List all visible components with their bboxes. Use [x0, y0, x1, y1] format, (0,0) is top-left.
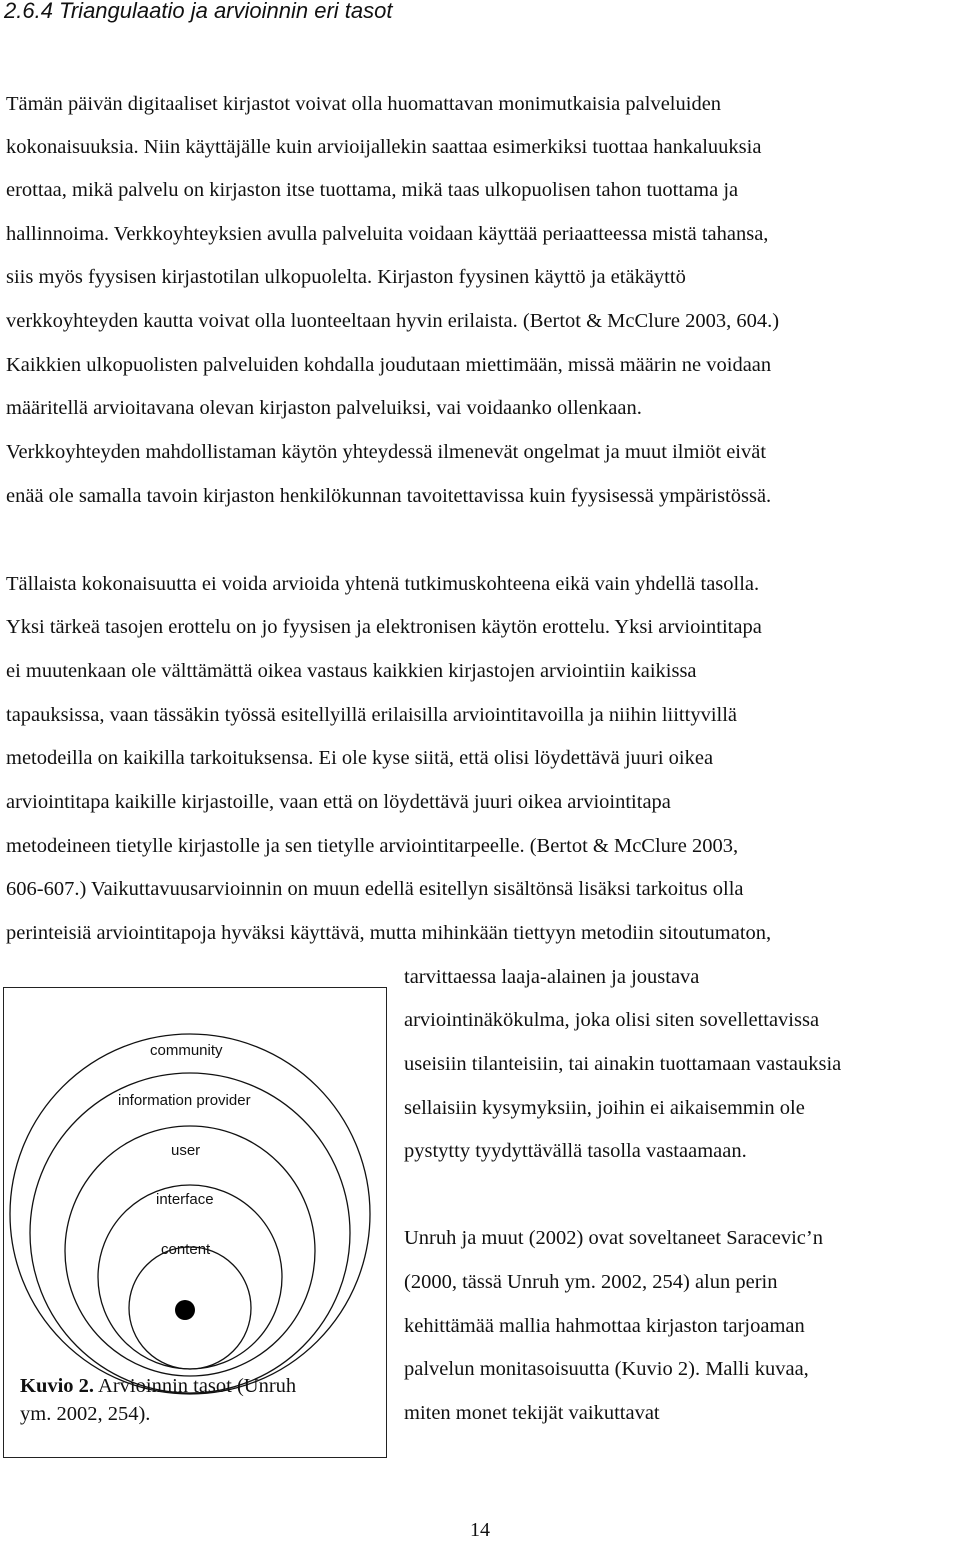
text-line: metodeineen tietylle kirjastolle ja sen tietylle arviointitarpeelle. (Bertot & McClure 2003, — [6, 835, 739, 857]
text-line: arviointitapa kaikille kirjastoille, vaan että on löydettävä juuri oikea arviointitapa — [6, 791, 671, 813]
label-user: user — [171, 1142, 201, 1159]
caption-text-line2: ym. 2002, 254). — [20, 1403, 151, 1425]
text-line: 606-607.) Vaikuttavuusarvioinnin on muun edellä esitellyn sisältönsä lisäksi tarkoitus olla — [6, 878, 744, 900]
text-line: kokonaisuuksia. Niin käyttäjälle kuin arvioijallekin saattaa esimerkiksi tuottaa hankaluuksia — [6, 136, 762, 158]
text-line: Tämän päivän digitaaliset kirjastot voivat olla huomattavan monimutkaisia palveluiden — [6, 93, 722, 115]
text-line: Verkkoyhteyden mahdollistaman käytön yhteydessä ilmenevät ongelmat ja muut ilmiöt eivät — [6, 441, 767, 463]
page-number: 14 — [470, 1519, 490, 1541]
text-line: miten monet tekijät vaikuttavat — [404, 1402, 660, 1424]
text-line: Unruh ja muut (2002) ovat soveltaneet Saracevic’n — [404, 1227, 823, 1249]
label-content: content — [161, 1241, 211, 1258]
label-interface: interface — [156, 1191, 214, 1208]
text-line: enää ole samalla tavoin kirjaston henkilökunnan tavoitettavissa kuin fyysisessä ympäristössä. — [6, 485, 772, 507]
text-line: Kaikkien ulkopuolisten palveluiden kohdalla joudutaan miettimään, missä määrin ne voidaan — [6, 354, 772, 376]
circle-community — [10, 1034, 370, 1394]
text-line: palvelun monitasoisuutta (Kuvio 2). Malli kuvaa, — [404, 1358, 809, 1380]
text-line: metodeilla on kaikilla tarkoituksensa. Ei ole kyse siitä, että olisi löydettävä juuri oikea — [6, 747, 714, 769]
text-line: hallinnoima. Verkkoyhteyksien avulla palveluita voidaan käyttää periaatteessa mistä tahansa, — [6, 223, 769, 245]
section-heading: 2.6.4 Triangulaatio ja arvioinnin eri tasot — [4, 0, 393, 23]
text-line: pystytty tyydyttävällä tasolla vastaamaan. — [404, 1140, 747, 1162]
text-line: määritellä arvioitavana olevan kirjaston palveluiksi, vai voidaanko ollenkaan. — [6, 397, 642, 419]
center-dot — [175, 1300, 195, 1320]
figure-caption — [20, 1372, 296, 1428]
label-information-provider: information provider — [118, 1092, 251, 1109]
caption-text: Arvioinnin tasot (Unruh — [94, 1375, 297, 1397]
text-line: Tällaista kokonaisuutta ei voida arvioida yhtenä tutkimuskohteena eikä vain yhdellä tasolla. — [6, 573, 760, 595]
text-line: sellaisiin kysymyksiin, joihin ei aikaisemmin ole — [404, 1097, 805, 1119]
text-line: arviointinäkökulma, joka olisi siten sovellettavissa — [404, 1009, 820, 1031]
text-line: siis myös fyysisen kirjastotilan ulkopuolelta. Kirjaston fyysinen käyttö ja etäkäyttö — [6, 266, 686, 288]
label-community: community — [150, 1042, 223, 1059]
circle-interface — [98, 1185, 282, 1369]
circle-information-provider — [30, 1073, 350, 1393]
text-line: tapauksissa, vaan tässäkin työssä esitellyillä erilaisilla arviointitavoilla ja niihin liittyvillä — [6, 704, 738, 726]
text-line: erottaa, mikä palvelu on kirjaston itse tuottama, mikä taas ulkopuolisen tahon tuottama ja — [6, 179, 739, 201]
text-line: useisiin tilanteisiin, tai ainakin tuottamaan vastauksia — [404, 1053, 842, 1075]
caption-figure-number: Kuvio 2. — [20, 1375, 95, 1397]
text-line: (2000, tässä Unruh ym. 2002, 254) alun perin — [404, 1271, 778, 1293]
text-line: kehittämää mallia hahmottaa kirjaston tarjoaman — [404, 1315, 805, 1337]
text-line: ei muutenkaan ole välttämättä oikea vastaus kaikkien kirjastojen arviointiin kaikissa — [6, 660, 697, 682]
text-line: Yksi tärkeä tasojen erottelu on jo fyysisen ja elektronisen käytön erottelu. Yksi arviointitapa — [6, 616, 762, 638]
text-line: perinteisiä arviointitapoja hyväksi käyttävä, mutta mihinkään tiettyyn metodiin sitoutumaton, — [6, 922, 772, 944]
text-line: tarvittaessa laaja-alainen ja joustava — [404, 966, 700, 988]
text-line: verkkoyhteyden kautta voivat olla luonteeltaan hyvin erilaista. (Bertot & McClure 2003, 604.) — [6, 310, 780, 332]
